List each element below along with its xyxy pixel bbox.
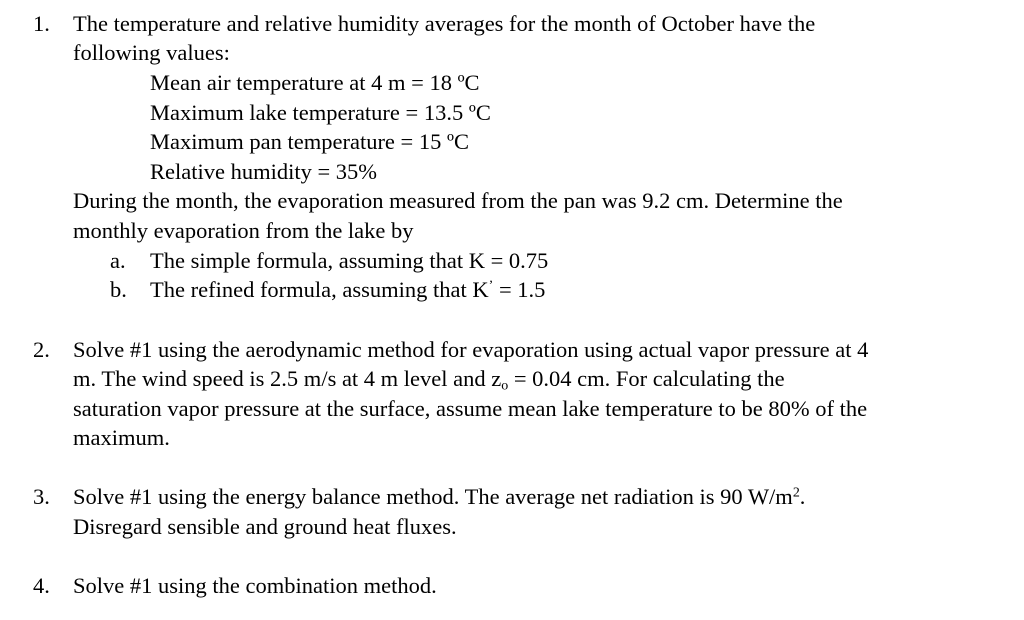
problem-2-text-line-2 <box>73 364 785 394</box>
problem-1-followup-line-1: During the month, the evaporation measured from the pan was 9.2 cm. Determine the <box>73 188 843 213</box>
given-max-lake-temperature: Maximum lake temperature = 13.5 ºC <box>150 100 491 125</box>
problem-1-number: 1. <box>33 11 50 36</box>
problem-2-text-line-3: saturation vapor pressure at the surface, assume mean lake temperature to be 80% of the <box>73 396 868 421</box>
problem-3-line-1-before: Solve #1 using the energy balance method. The average net radiation is 90 W/m <box>73 484 793 509</box>
problem-2-text-line-4: maximum. <box>73 425 170 450</box>
problem-2-line-2-after: = 0.04 cm. For calculating the <box>508 366 785 391</box>
given-max-pan-temperature: Maximum pan temperature = 15 ºC <box>150 129 469 154</box>
problem-2-subscript: o <box>501 378 509 394</box>
part-b-prime: ’ <box>488 278 494 294</box>
problem-2-text-line-1: Solve #1 using the aerodynamic method for evaporation using actual vapor pressure at 4 <box>73 337 869 362</box>
problem-1-text-line-2: following values: <box>73 40 230 65</box>
given-relative-humidity: Relative humidity = 35% <box>150 159 378 184</box>
problem-2-line-2-before: m. The wind speed is 2.5 m/s at 4 m level and z <box>73 366 502 391</box>
problem-3-text-line-2: Disregard sensible and ground heat fluxes. <box>73 514 457 539</box>
problem-1-followup-line-2: monthly evaporation from the lake by <box>73 218 414 243</box>
part-b-letter: b. <box>110 277 127 302</box>
part-b-text-after: = 1.5 <box>493 277 546 302</box>
part-b-text <box>150 275 545 305</box>
problem-4-text-line-1: Solve #1 using the combination method. <box>73 573 437 598</box>
problem-4-number: 4. <box>33 573 50 598</box>
part-b-text-before: The refined formula, assuming that K <box>150 277 489 302</box>
problem-1-text-line-1: The temperature and relative humidity averages for the month of October have the <box>73 11 816 36</box>
part-a-text: The simple formula, assuming that K = 0.75 <box>150 248 549 273</box>
problem-3-number: 3. <box>33 484 50 509</box>
problem-3-line-1-after: . <box>799 484 806 509</box>
problem-3-superscript: 2 <box>792 485 800 501</box>
part-a-letter: a. <box>110 248 126 273</box>
problem-3-text-line-1 <box>73 482 805 512</box>
given-mean-air-temperature: Mean air temperature at 4 m = 18 ºC <box>150 70 480 95</box>
problem-2-number: 2. <box>33 337 50 362</box>
